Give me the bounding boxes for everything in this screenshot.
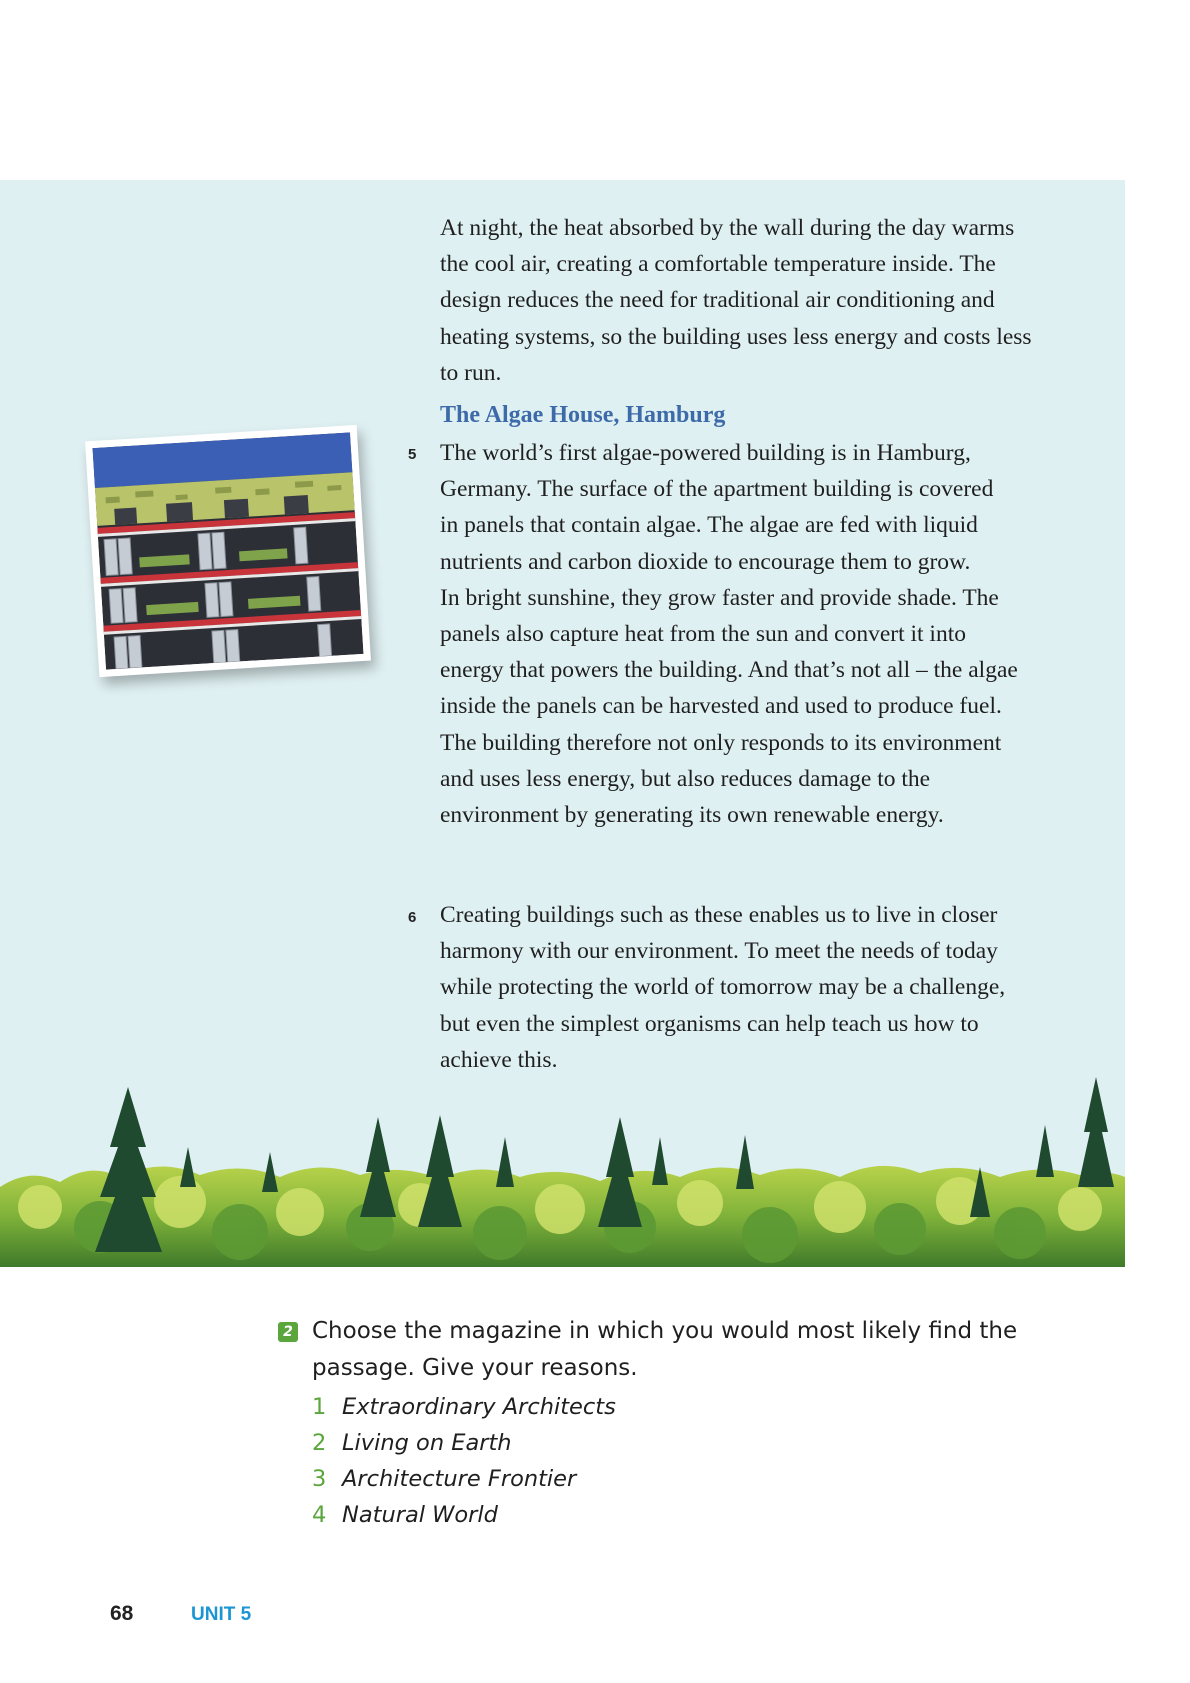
option-item [312, 1461, 616, 1497]
unit-label: UNIT 5 [191, 1604, 252, 1625]
reading-panel [0, 180, 1125, 1267]
text-line: design reduces the need for traditional air conditioning and [440, 287, 995, 314]
paragraph-5 [440, 435, 1090, 833]
text-line: The building therefore not only responds to its environment [440, 729, 1002, 756]
text-line: inside the panels can be harvested and used to produce fuel. [440, 693, 1002, 720]
paragraph-number: 5 [408, 446, 417, 463]
intro-paragraph [440, 210, 1090, 391]
text-line: In bright sunshine, they grow faster and provide shade. The [440, 584, 999, 611]
option-label: Architecture Frontier [342, 1466, 577, 1492]
text-line: Choose the magazine in which you would most likely find the [312, 1318, 1018, 1344]
text-line: but even the simplest organisms can help teach us how to [440, 1010, 979, 1037]
algae-house-building-image [92, 432, 363, 669]
forest-illustration [0, 1077, 1125, 1267]
text-line: The world’s first algae-powered building is in Hamburg, [440, 440, 971, 466]
text-line: to run. [440, 359, 502, 386]
magazine-options [312, 1389, 616, 1533]
option-number: 1 [312, 1394, 327, 1420]
option-label: Living on Earth [342, 1430, 512, 1456]
text-line: heating systems, so the building uses less energy and costs less [440, 323, 1032, 350]
text-line: the cool air, creating a comfortable temperature inside. The [440, 251, 996, 278]
option-number: 3 [312, 1466, 327, 1492]
option-item [312, 1425, 616, 1461]
option-label: Natural World [342, 1502, 498, 1528]
text-line: and uses less energy, but also reduces damage to the [440, 765, 931, 792]
option-label: Extraordinary Architects [342, 1394, 616, 1420]
text-line: achieve this. [440, 1046, 558, 1073]
task-prompt [312, 1313, 1072, 1387]
option-item [312, 1389, 616, 1425]
text-line: nutrients and carbon dioxide to encourage them to grow. [440, 548, 971, 575]
text-line: passage. Give your reasons. [312, 1355, 638, 1381]
text-line: harmony with our environment. To meet the needs of today [440, 938, 998, 965]
text-line: At night, the heat absorbed by the wall during the day warms [440, 215, 1015, 241]
section-heading: The Algae House, Hamburg [440, 402, 726, 428]
paragraph-6 [440, 897, 1090, 1078]
text-line: in panels that contain algae. The algae are fed with liquid [440, 512, 978, 539]
option-number: 4 [312, 1502, 327, 1528]
page-number: 68 [110, 1602, 134, 1625]
option-item [312, 1497, 616, 1533]
text-line: Creating buildings such as these enables us to live in closer [440, 902, 998, 928]
text-line: panels also capture heat from the sun and convert it into [440, 621, 966, 648]
paragraph-number: 6 [408, 909, 417, 926]
text-line: environment by generating its own renewable energy. [440, 802, 944, 829]
algae-house-photo [85, 425, 371, 677]
task-number-badge: 2 [278, 1322, 298, 1342]
text-line: while protecting the world of tomorrow may be a challenge, [440, 974, 1006, 1001]
text-line: energy that powers the building. And that’s not all – the algae [440, 657, 1018, 684]
text-line: Germany. The surface of the apartment building is covered [440, 476, 994, 503]
option-number: 2 [312, 1430, 327, 1456]
